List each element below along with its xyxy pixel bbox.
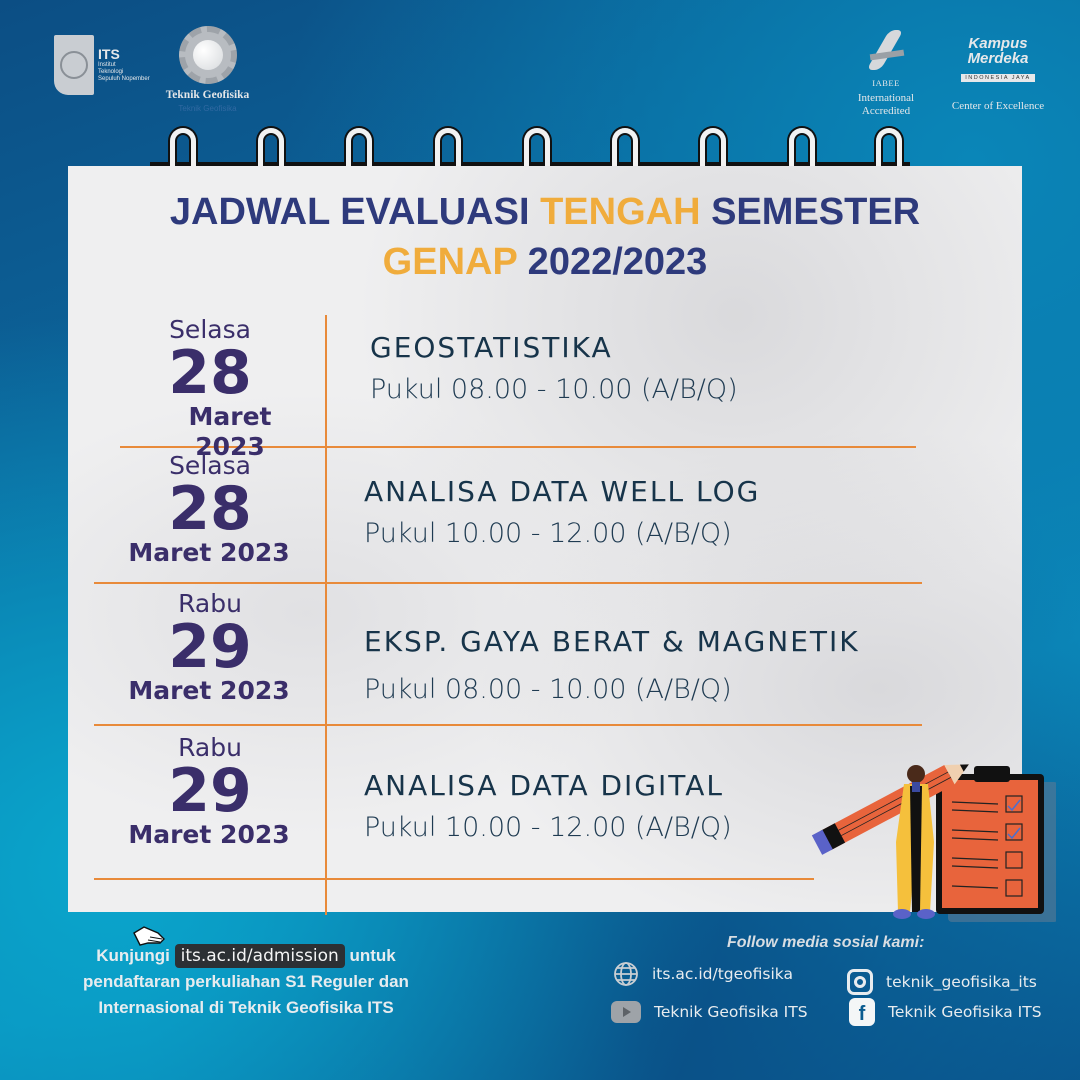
gear-globe-icon	[179, 26, 237, 84]
course-name: EKSP. GAYA BERAT & MAGNETIK	[364, 625, 860, 658]
course-time: Pukul 10.00 - 12.00 (A/B/Q)	[364, 812, 732, 843]
date-number: 29	[168, 756, 252, 826]
social-website[interactable]	[612, 960, 793, 988]
column-divider	[325, 315, 327, 915]
date-month-year: Maret 2023	[128, 538, 290, 567]
kampus-word: Kampus	[968, 35, 1028, 52]
schedule-date	[115, 590, 305, 706]
date-number: 28	[168, 474, 252, 544]
its-emblem-icon	[54, 35, 94, 95]
facebook-label: Teknik Geofisika ITS	[888, 1003, 1042, 1021]
its-line3: Sepuluh Nopember	[98, 76, 150, 82]
schedule-date	[115, 734, 305, 850]
promo-line3: Internasional di Teknik Geofisika ITS	[98, 998, 394, 1017]
date-month-year: Maret 2023	[188, 402, 272, 461]
social-instagram[interactable]	[846, 968, 1037, 996]
department-title: Teknik Geofisika	[165, 89, 250, 101]
globe-icon	[612, 960, 640, 988]
kampus-caption: Center of Excellence	[951, 100, 1045, 112]
iabee-caption	[846, 92, 926, 118]
youtube-label: Teknik Geofisika ITS	[654, 1003, 808, 1021]
kampus-tag: INDONESIA JAYA	[961, 74, 1034, 82]
date-day: Selasa	[169, 315, 251, 344]
schedule-date	[115, 316, 305, 462]
schedule-course	[364, 474, 760, 554]
row-divider	[94, 878, 814, 880]
title-part: SEMESTER	[700, 191, 921, 233]
iabee-caption-line2: Accredited	[861, 105, 911, 117]
title-part: 2022/2023	[517, 241, 708, 283]
course-time: Pukul 08.00 - 10.00 (A/B/Q)	[364, 674, 732, 705]
merdeka-word: Merdeka	[967, 50, 1029, 67]
title-part: JADWAL EVALUASI	[169, 191, 541, 233]
date-number: 28	[168, 338, 252, 408]
admission-promo	[46, 943, 446, 1021]
course-time: Pukul 08.00 - 10.00 (A/B/Q)	[370, 374, 738, 405]
social-heading: Follow media sosial kami:	[727, 934, 925, 951]
its-logo-text	[98, 47, 150, 83]
its-acronym: ITS	[98, 46, 120, 62]
course-name: ANALISA DATA WELL LOG	[364, 475, 761, 508]
date-day: Rabu	[178, 733, 242, 762]
row-divider	[94, 724, 922, 726]
instagram-label: teknik_geofisika_its	[886, 973, 1037, 991]
its-line1: Institut	[98, 62, 116, 68]
department-ghost-text: Teknik Geofisika	[178, 104, 237, 113]
iabee-caption-line1: International	[857, 92, 915, 104]
course-name: GEOSTATISTIKA	[370, 331, 613, 364]
course-name: ANALISA DATA DIGITAL	[364, 769, 724, 802]
its-logo	[54, 34, 154, 96]
social-youtube[interactable]	[610, 998, 808, 1026]
title-accent: GENAP	[382, 241, 518, 283]
date-day: Selasa	[169, 451, 251, 480]
facebook-glyph: f	[849, 998, 875, 1026]
date-number: 29	[168, 612, 252, 682]
page-title	[68, 188, 1022, 288]
person-pencil-clipboard-illustration	[806, 752, 1056, 922]
kampus-merdeka-logo	[946, 36, 1050, 112]
instagram-icon	[846, 968, 874, 996]
title-accent: TENGAH	[540, 191, 701, 233]
title-line1	[68, 188, 1022, 236]
row-divider	[94, 582, 922, 584]
iabee-logo	[846, 28, 926, 118]
promo-line1	[46, 943, 446, 969]
promo-line2: pendaftaran perkuliahan S1 Reguler dan	[83, 972, 409, 991]
website-label: its.ac.id/tgeofisika	[652, 965, 793, 983]
iabee-mark-text: IABEE	[872, 78, 900, 88]
schedule-course	[364, 768, 732, 848]
date-month-year: Maret 2023	[128, 676, 290, 705]
schedule-date	[115, 452, 305, 568]
admission-link[interactable]: its.ac.id/admission	[175, 944, 345, 968]
promo-suffix: untuk	[344, 946, 396, 965]
course-time: Pukul 10.00 - 12.00 (A/B/Q)	[364, 518, 732, 549]
iabee-figure-icon	[864, 28, 908, 78]
title-line2	[68, 236, 1022, 288]
schedule-course	[364, 624, 860, 710]
schedule-course	[370, 330, 738, 410]
social-facebook[interactable]	[848, 998, 1042, 1026]
facebook-icon	[848, 998, 876, 1026]
teknik-geofisika-logo	[150, 26, 265, 113]
date-month-year: Maret 2023	[128, 820, 290, 849]
date-day: Rabu	[178, 589, 242, 618]
its-line2: Teknologi	[98, 69, 124, 75]
promo-prefix: Kunjungi	[96, 946, 175, 965]
youtube-icon	[610, 998, 642, 1026]
